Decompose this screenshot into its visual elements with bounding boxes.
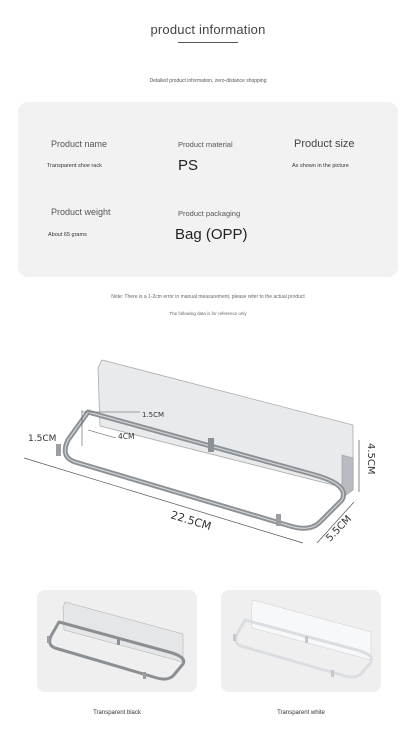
dim-line-gap [88, 430, 116, 438]
product-size-label: Product size [294, 138, 355, 150]
peg-right [276, 514, 281, 526]
product-packaging-value: Bag (OPP) [175, 226, 248, 243]
dim-label-side: 1.5CM [28, 434, 57, 444]
product-material-value: PS [178, 157, 199, 174]
dim-label-gap: 4CM [118, 432, 135, 441]
dimension-diagram [20, 340, 396, 565]
product-size-value: As shown in the picture [292, 163, 349, 169]
page-title: product information [150, 22, 266, 37]
product-packaging-label: Product packaging [178, 209, 241, 218]
variant-thumb-white[interactable] [221, 590, 381, 692]
product-info-card [18, 102, 398, 277]
variant-label-white: Transparent white [277, 710, 325, 716]
product-weight-label: Product weight [51, 207, 111, 217]
title-underline [178, 42, 238, 43]
dim-line-length [24, 458, 303, 543]
dim-label-height: 4.5CM [365, 443, 376, 475]
product-name-label: Product name [51, 139, 108, 149]
rack-black-icon [37, 590, 197, 692]
shoe-rack-diagram [20, 340, 396, 565]
variant-thumb-black[interactable] [37, 590, 197, 692]
dim-label-depth: 5.5CM [324, 513, 355, 545]
rack-center-clip [208, 438, 214, 452]
reference-note: The following data is for reference only [169, 311, 247, 316]
product-material-label: Product material [178, 140, 233, 149]
dim-label-length: 22.5CM [169, 508, 213, 534]
dim-label-lip: 1.5CM [142, 411, 165, 419]
page-subtitle: Detailed product information, zero-distance shopping [149, 78, 267, 84]
peg-left [56, 444, 61, 456]
product-name-value: Transparent shoe rack [47, 163, 102, 169]
rack-white-icon [221, 590, 381, 692]
measurement-note: Note: There is a 1-2cm error in manual measurement, please refer to the actual product [111, 294, 305, 300]
product-weight-value: About 65 grams [48, 232, 87, 238]
variant-label-black: Transparent black [93, 710, 141, 716]
